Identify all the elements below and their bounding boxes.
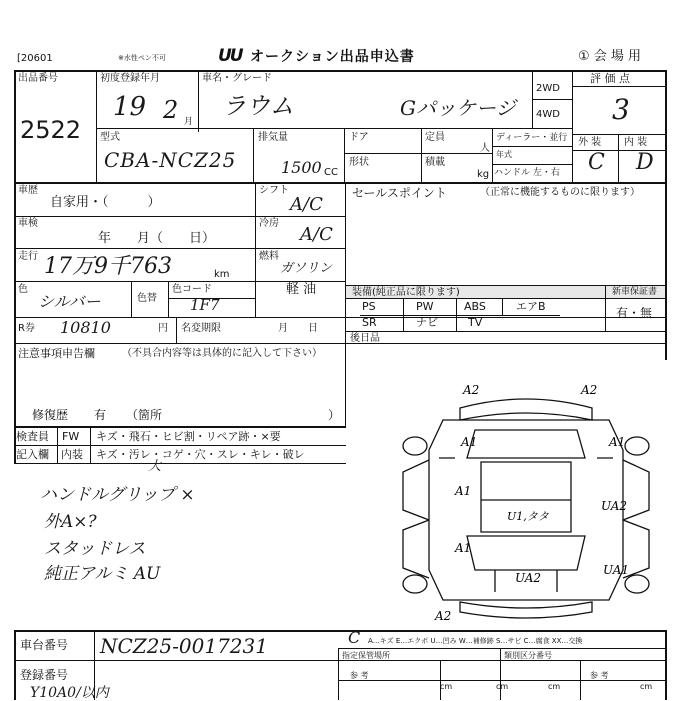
- footer-cm-1: cm: [440, 682, 453, 691]
- damage-mark: A1: [461, 435, 478, 449]
- model-label: 車名・グレード: [202, 73, 272, 84]
- sales-point-note: （正常に機能するものに限ります）: [480, 187, 640, 198]
- inspector-fw: FW: [62, 430, 80, 443]
- caution-label: 注意事項申告欄: [18, 347, 95, 360]
- interior-label: 内 装: [624, 137, 648, 148]
- pen-note: ※水性ペン不可: [118, 54, 166, 62]
- capacity-unit: 人: [480, 143, 490, 154]
- footer-ref-label-2: 参 考: [590, 671, 609, 680]
- recycle-unit: 円: [158, 323, 168, 334]
- load-unit: kg: [477, 169, 490, 180]
- damage-mark: A1: [455, 541, 472, 555]
- displacement-unit: CC: [324, 167, 338, 178]
- damage-mark: UA1: [603, 563, 630, 577]
- chassis-label: 車台番号: [20, 638, 69, 652]
- history-label: 車歴: [18, 185, 38, 196]
- fuel-diesel: 軽 油: [286, 282, 317, 297]
- equip-tv: TV: [468, 316, 483, 329]
- fuel-gasoline: ガソリン: [280, 261, 333, 276]
- color-code: 1F7: [190, 296, 220, 314]
- color-code-label: 色コード: [172, 284, 212, 295]
- damage-mark: UA2: [515, 571, 542, 585]
- history-value: 自家用・（ ）: [50, 195, 161, 210]
- year-label: 年式: [496, 150, 512, 159]
- name-change-label: 名変期限: [181, 323, 221, 334]
- month-unit: 月: [184, 117, 194, 127]
- recycle-value: 10810: [60, 318, 111, 337]
- damage-mark: UA2: [601, 499, 628, 513]
- venue-label: ① 会 場 用: [578, 49, 642, 64]
- model-name: ラウム: [222, 92, 294, 120]
- equip-ps: PS: [362, 300, 376, 313]
- mileage-value: 17万9千763: [44, 254, 172, 279]
- damage-mark: A2: [581, 383, 598, 397]
- handwritten-note-2: 外A×?: [44, 512, 97, 532]
- repair-parts: （箇所: [126, 408, 163, 422]
- handwritten-note-4: 純正アルミ AU: [44, 564, 161, 584]
- exterior-label: 外 装: [578, 137, 602, 148]
- registration-label: 初度登録年月: [100, 73, 160, 84]
- registration-no-label: 登録番号: [20, 668, 69, 682]
- dealer-label: ディーラー・並行: [496, 133, 568, 143]
- shift-label: シフト: [259, 185, 289, 196]
- interior-value: D: [636, 150, 654, 175]
- legend-text: A…キズ E…エクボ U…凹み W…補修跡 S…サビ C…腐食 XX…交換: [368, 637, 583, 645]
- footer-cm-3: cm: [548, 682, 561, 691]
- inspector-items: キズ・飛石・ヒビ割・リペア跡・×要: [96, 430, 281, 443]
- logo: UU: [218, 46, 242, 66]
- equip-navi: ナビ: [416, 316, 438, 329]
- type-label: 型式: [100, 132, 120, 143]
- footer-cm-4: cm: [640, 682, 653, 691]
- inspection-label: 車検: [18, 218, 38, 229]
- color-label: 色: [18, 284, 28, 295]
- car-damage-diagram: [395, 380, 657, 625]
- name-change-value: 月 日: [278, 323, 318, 334]
- four-wd-label: 4WD: [536, 109, 560, 120]
- aircon-label: 冷房: [259, 218, 279, 229]
- handwritten-mark: 大: [148, 459, 162, 474]
- equip-sr: SR: [362, 316, 377, 329]
- damage-mark: U1,タタ: [507, 510, 549, 523]
- bottom-handwriting: Y10A0/以内: [30, 685, 109, 701]
- displacement-label: 排気量: [258, 132, 288, 143]
- equipment-row-1: [352, 301, 602, 315]
- doors-label: ドア: [349, 132, 369, 143]
- equipment-label: 装備(純正品に限ります): [352, 287, 460, 298]
- footer-class-label: 類別区分番号: [504, 651, 552, 660]
- chassis-value: NCZ25-0017231: [100, 634, 268, 658]
- lot-label: 出品番号: [18, 73, 58, 84]
- repair-paren: ）: [328, 408, 341, 422]
- displacement-value: 1500: [281, 158, 322, 177]
- rating-label: 評 価 点: [590, 72, 630, 85]
- color-number-label: 色替: [137, 293, 157, 304]
- handle-label: ハンドル 左・右: [494, 168, 560, 178]
- later-date-label: 後日品: [350, 333, 380, 344]
- equipment-row-2: [352, 317, 602, 331]
- fuel-label: 燃料: [259, 251, 279, 262]
- sales-point-label: セールスポイント: [352, 186, 447, 200]
- equip-pw: PW: [416, 300, 434, 313]
- footer-cm-2: cm: [496, 682, 509, 691]
- legend-mark: C: [348, 628, 361, 647]
- form-id: [20601: [17, 53, 53, 64]
- manual-value: 有・無: [616, 306, 653, 320]
- shift-value: A/C: [290, 194, 323, 215]
- caution-note: （不具合内容等は具体的に記入して下さい）: [122, 348, 322, 359]
- handwritten-note-1: ハンドルグリップ ×: [40, 485, 195, 505]
- mileage-label: 走行: [18, 251, 38, 262]
- registration-month: 2: [163, 96, 179, 124]
- notes-interior: 内装: [61, 448, 83, 461]
- two-wd-label: 2WD: [536, 83, 560, 94]
- notes-entry-label: 記入欄: [16, 448, 49, 461]
- recycle-label: R券: [18, 323, 35, 334]
- handwritten-note-3: スタッドレス: [44, 539, 146, 559]
- color-value: シルバー: [38, 292, 101, 311]
- model-grade: Gパッケージ: [400, 96, 516, 120]
- inspection-value: 年 月（ 日）: [98, 231, 216, 246]
- footer-ref-label: 参 考: [350, 671, 369, 680]
- mileage-unit: km: [214, 269, 230, 280]
- damage-mark: A1: [455, 484, 472, 498]
- lot-number: 2522: [20, 116, 82, 144]
- equip-airbag: エアB: [516, 300, 546, 313]
- footer-storage-label: 指定保管場所: [342, 651, 390, 660]
- rating-value: 3: [612, 93, 630, 126]
- aircon-value: A/C: [300, 224, 333, 245]
- repair-value: 有: [94, 408, 107, 422]
- manual-label: 新車保証書: [612, 287, 658, 297]
- notes-items: キズ・汚レ・コゲ・穴・スレ・キレ・破レ: [96, 448, 305, 461]
- damage-mark: A2: [435, 609, 452, 623]
- repair-label: 修復歴: [32, 408, 69, 422]
- load-label: 積載: [425, 157, 445, 168]
- shape-label: 形状: [349, 157, 369, 168]
- inspector-label: 検査員: [16, 430, 49, 443]
- damage-mark: A2: [463, 383, 480, 397]
- form-title: オークション出品申込書: [250, 49, 415, 65]
- registration-year: 19: [113, 92, 147, 122]
- type-value: CBA-NCZ25: [104, 148, 237, 172]
- capacity-label: 定員: [425, 132, 445, 143]
- damage-mark: A1: [609, 435, 626, 449]
- equip-abs: ABS: [464, 300, 486, 313]
- exterior-value: C: [588, 150, 605, 175]
